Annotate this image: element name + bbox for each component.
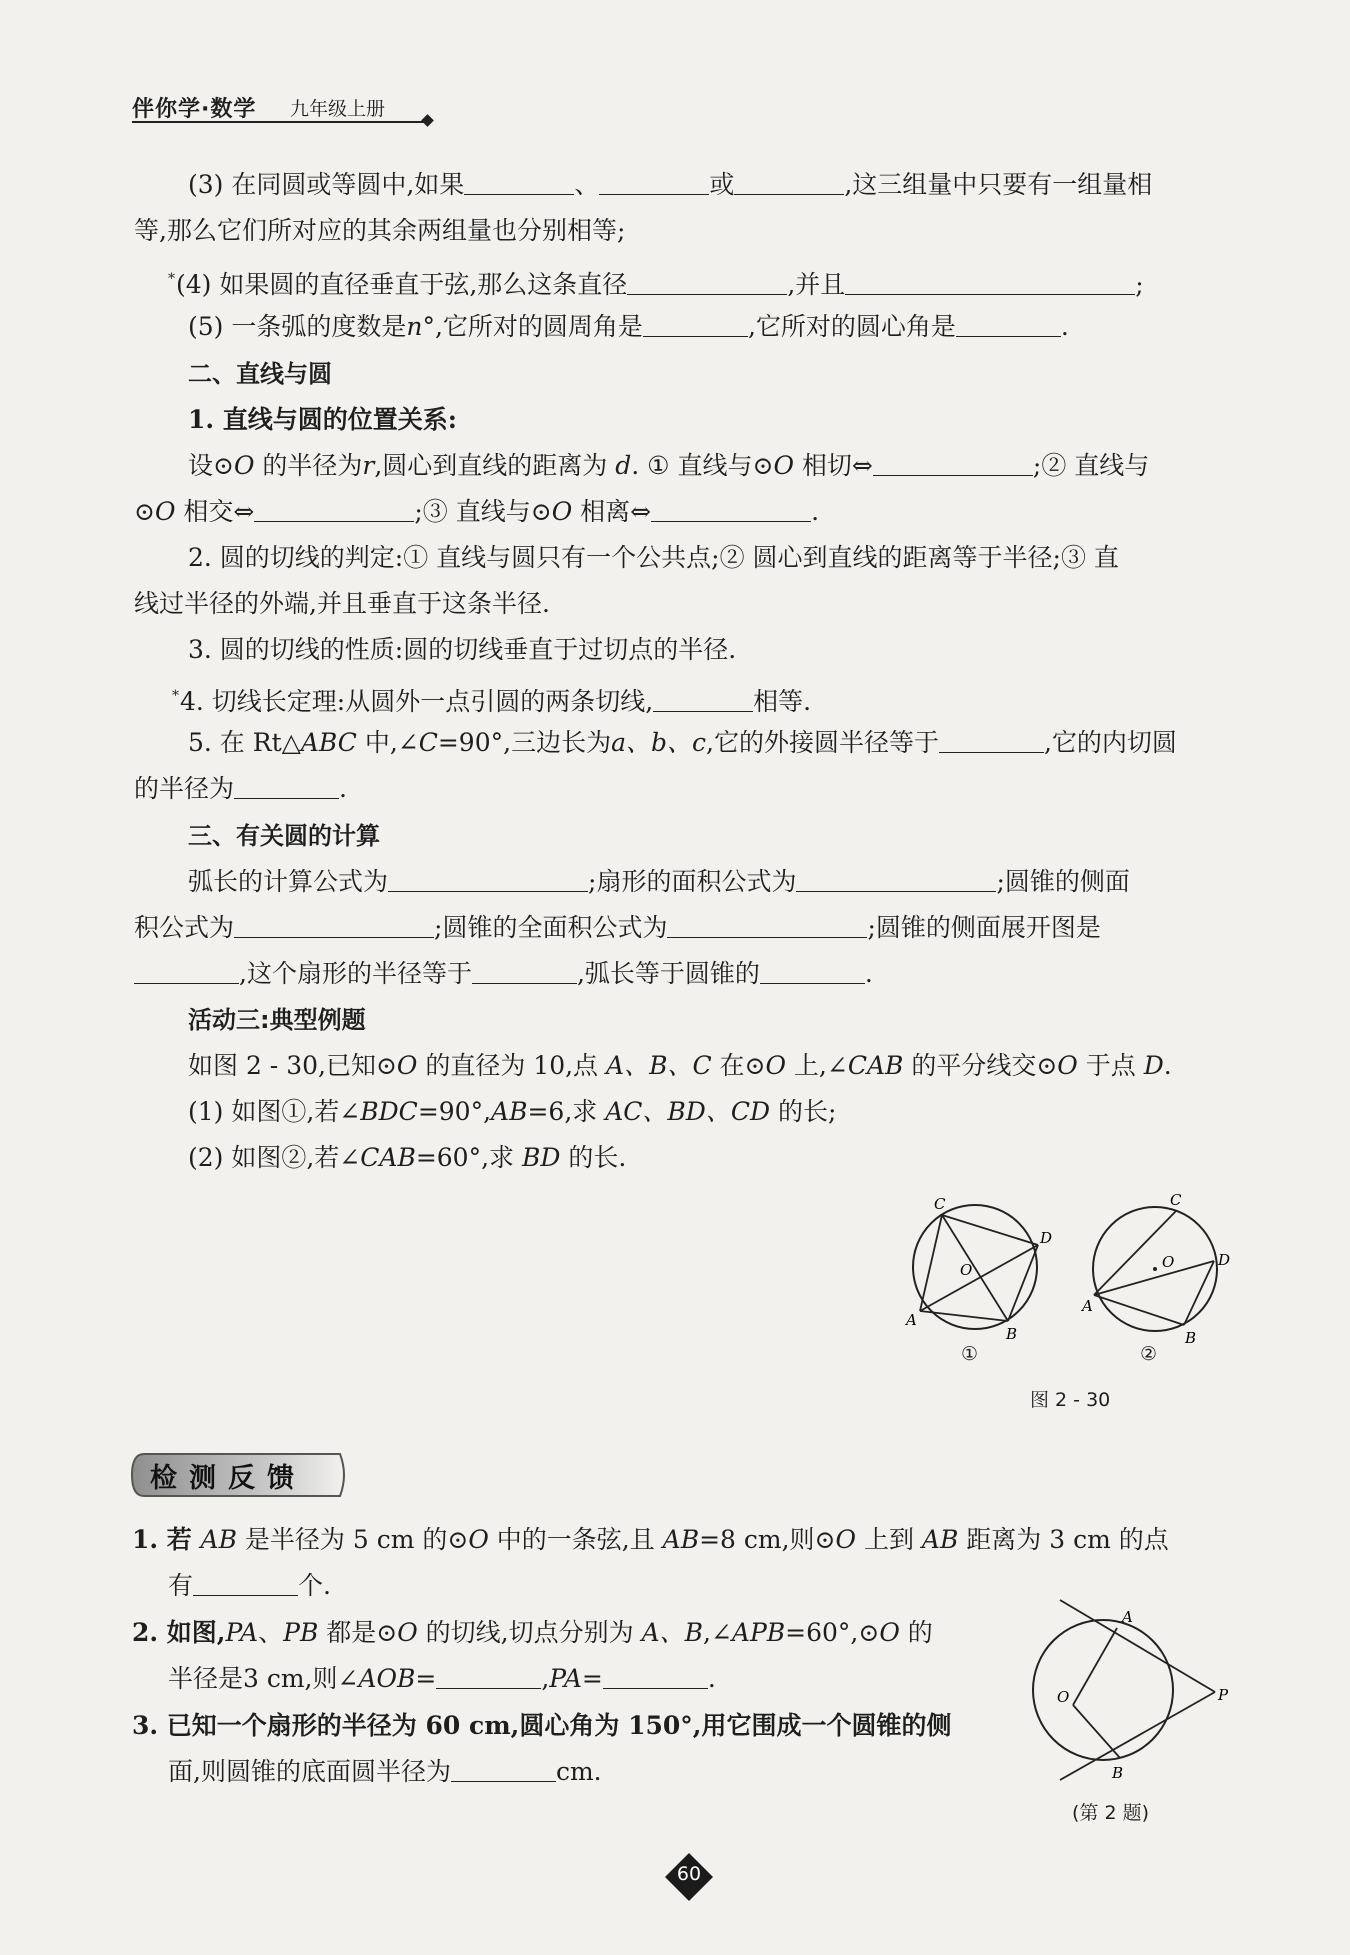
blank[interactable] — [873, 453, 1033, 476]
svg-text:C: C — [934, 1195, 946, 1213]
blank[interactable] — [134, 961, 239, 984]
section2-item-2-line2: 线过半径的外端,并且垂直于这条半径. — [134, 589, 550, 618]
blank[interactable] — [599, 172, 709, 195]
svg-text:P: P — [1218, 1686, 1229, 1704]
svg-text:A: A — [1082, 1297, 1093, 1315]
section2-item-5-line2: 的半径为 . — [134, 774, 347, 803]
section2-item-1: 1. 直线与圆的位置关系: — [188, 405, 458, 434]
figure-1-label: ① — [961, 1343, 979, 1365]
feedback-banner: 检测反馈 — [150, 1463, 306, 1494]
blank[interactable] — [472, 961, 577, 984]
figure-2-circle — [1080, 1191, 1230, 1347]
section2-item-1-line2: ⊙O 相交⇔ ;③ 直线与⊙O 相离⇔ . — [134, 497, 820, 526]
section2-item-4: *4. 切线长定理:从圆外一点引圆的两条切线, 相等. — [172, 687, 812, 716]
header-rule — [132, 121, 428, 123]
section3-line2: 积公式为 ;圆锥的全面积公式为 ;圆锥的侧面展开图是 — [134, 913, 1101, 942]
blank[interactable] — [603, 1666, 708, 1689]
review-item-3-line1: (3) 在同圆或等圆中,如果 、 或 ,这三组量中只要有一组量相 — [188, 170, 1153, 199]
blank[interactable] — [796, 869, 996, 892]
feedback-q3-line2: 面,则圆锥的底面圆半径为 cm. — [168, 1757, 602, 1786]
blank[interactable] — [653, 689, 753, 712]
svg-text:D: D — [1218, 1251, 1231, 1269]
running-header — [132, 92, 442, 124]
tangent-figure-caption: (第 2 题) — [1072, 1802, 1149, 1824]
blank[interactable] — [436, 1666, 541, 1689]
section2-item-1-line1: 设⊙O 的半径为r,圆心到直线的距离为 d. ① 直线与⊙O 相切⇔ ;② 直线与 — [188, 451, 1150, 480]
blank[interactable] — [464, 172, 574, 195]
section3-line3: ,这个扇形的半径等于 ,弧长等于圆锥的 . — [134, 958, 873, 990]
book-brand: 伴你学·数学 — [132, 97, 257, 122]
figure-2-label: ② — [1140, 1343, 1158, 1365]
figure-caption: 图 2 - 30 — [1030, 1389, 1111, 1411]
blank[interactable] — [939, 730, 1044, 753]
svg-text:A: A — [1122, 1608, 1133, 1626]
review-item-4: *(4) 如果圆的直径垂直于弦,那么这条直径 ,并且 ; — [168, 270, 1144, 299]
book-grade: 九年级上册 — [290, 98, 386, 120]
blank[interactable] — [760, 961, 865, 984]
blank[interactable] — [845, 272, 1135, 295]
feedback-q1-line2: 有 个. — [168, 1571, 331, 1600]
blank[interactable] — [234, 776, 339, 799]
blank[interactable] — [651, 499, 811, 522]
section2-item-2-line1: 2. 圆的切线的判定:① 直线与圆只有一个公共点;② 圆心到直线的距离等于半径;③ 直 — [188, 543, 1119, 572]
review-item-3-line2: 等,那么它们所对应的其余两组量也分别相等; — [134, 216, 626, 245]
svg-text:D: D — [1040, 1229, 1053, 1247]
page-number: 60 — [676, 1863, 702, 1885]
tangent-figure — [1010, 1590, 1240, 1790]
activity-heading: 活动三:典型例题 — [188, 1006, 366, 1034]
activity-question: 如图 2 - 30,已知⊙O 的直径为 10,点 A、B、C 在⊙O 上,∠CAB 的平分线交⊙O 于点 D. — [188, 1051, 1172, 1080]
feedback-q2-line2: 半径是3 cm,则∠AOB= ,PA= . — [168, 1664, 716, 1693]
svg-text:C: C — [1170, 1191, 1182, 1209]
svg-text:O: O — [1162, 1253, 1175, 1271]
blank[interactable] — [451, 1759, 556, 1782]
feedback-q3-line1: 3. 已知一个扇形的半径为 60 cm,圆心角为 150°,用它围成一个圆锥的侧 — [132, 1711, 952, 1740]
figure-1-circle — [904, 1195, 1052, 1343]
blank[interactable] — [193, 1573, 298, 1596]
blank[interactable] — [388, 869, 588, 892]
blank[interactable] — [643, 314, 748, 337]
section2-item-3: 3. 圆的切线的性质:圆的切线垂直于过切点的半径. — [188, 635, 737, 664]
svg-text:O: O — [1057, 1688, 1070, 1706]
header-diamond-icon — [421, 114, 434, 127]
feedback-q2-line1: 2. 如图,PA、PB 都是⊙O 的切线,切点分别为 A、B,∠APB=60°,⊙O 的 — [132, 1618, 933, 1647]
section-heading-circle-calc: 三、有关圆的计算 — [188, 822, 380, 850]
svg-text:O: O — [960, 1261, 973, 1279]
svg-text:B: B — [1112, 1764, 1124, 1782]
blank[interactable] — [734, 172, 844, 195]
blank[interactable] — [254, 499, 414, 522]
section-heading-line-circle: 二、直线与圆 — [188, 360, 332, 388]
blank[interactable] — [627, 272, 787, 295]
svg-text:B: B — [1006, 1325, 1018, 1343]
blank[interactable] — [234, 915, 434, 938]
section3-line1: 弧长的计算公式为 ;扇形的面积公式为 ;圆锥的侧面 — [188, 867, 1130, 896]
section2-item-5-line1: 5. 在 Rt△ABC 中,∠C=90°,三边长为a、b、c,它的外接圆半径等于 ,它的内切圆 — [188, 728, 1177, 757]
blank[interactable] — [667, 915, 867, 938]
activity-part-2: (2) 如图②,若∠CAB=60°,求 BD 的长. — [188, 1143, 627, 1172]
activity-part-1: (1) 如图①,若∠BDC=90°,AB=6,求 AC、BD、CD 的长; — [188, 1097, 837, 1126]
svg-text:B: B — [1185, 1329, 1197, 1347]
svg-text:A: A — [906, 1311, 917, 1329]
feedback-q1-line1: 1. 若 AB 是半径为 5 cm 的⊙O 中的一条弦,且 AB=8 cm,则⊙O 上到 AB 距离为 3 cm 的点 — [132, 1525, 1169, 1554]
figure-2-30 — [900, 1185, 1260, 1375]
review-item-5: (5) 一条弧的度数是n°,它所对的圆周角是 ,它所对的圆心角是 . — [188, 312, 1069, 341]
blank[interactable] — [956, 314, 1061, 337]
